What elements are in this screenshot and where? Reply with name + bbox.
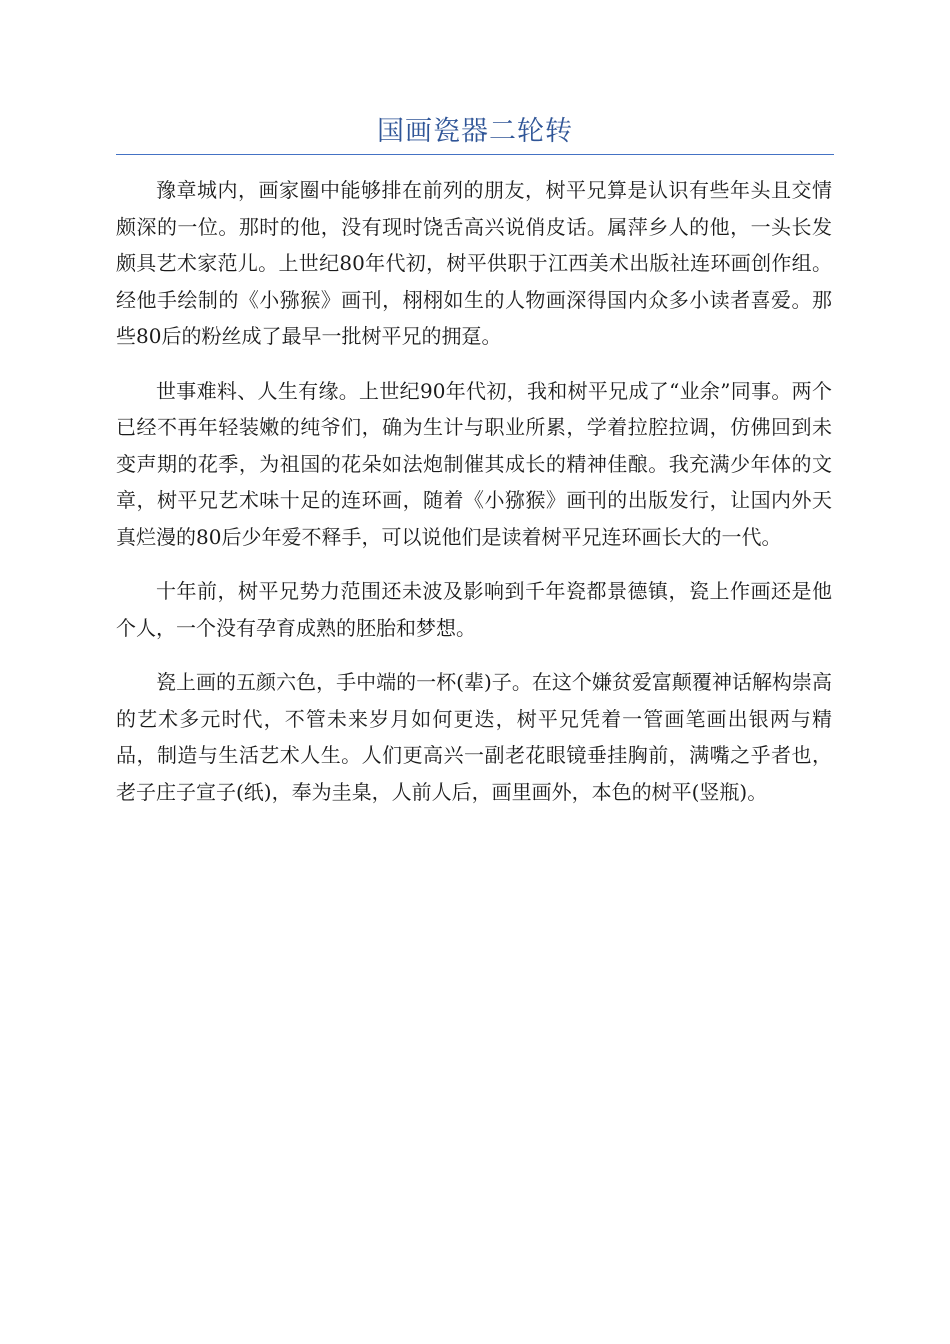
paragraph-1: 豫章城内，画家圈中能够排在前列的朋友，树平兄算是认识有些年头且交情颇深的一位。那时的他，没有现时饶舌高兴说俏皮话。属萍乡人的他，一头长发颇具艺术家范儿。上世纪80年代初，树平供职于江西美术出版社连环画创作组。经他手绘制的《小猕猴》画刊，栩栩如生的人物画深得国内众多小读者喜爱。那些80后的粉丝成了最早一批树平兄的拥趸。	[116, 178, 832, 348]
paragraph-2: 世事难料、人生有缘。上世纪90年代初，我和树平兄成了“业余”同事。两个已经不再年轻装嫩的纯爷们，确为生计与职业所累，学着拉腔拉调，仿佛回到未变声期的花季，为祖国的花朵如法炮制催其成长的精神佳酿。我充满少年体的文章，树平兄艺术味十足的连环画，随着《小猕猴》画刊的出版发行，让国内外天真烂漫的80后少年爱不释手，可以说他们是读着树平兄连环画长大的一代。	[116, 378, 832, 549]
document-body	[116, 172, 832, 828]
document-title: 国画瓷器二轮转	[377, 116, 573, 147]
title-underline	[116, 154, 834, 155]
paragraph-4: 瓷上画的五颜六色，手中端的一杯(辈)子。在这个嫌贫爱富颠覆神话解构崇高的艺术多元时代，不管未来岁月如何更迭，树平兄凭着一管画笔画出银两与精品，制造与生活艺术人生。人们更高兴一副老花眼镜垂挂胸前，满嘴之乎者也，老子庄子宣子(纸)，奉为圭臬，人前人后，画里画外，本色的树平(竖瓶)。	[116, 670, 832, 804]
paragraph-3: 十年前，树平兄势力范围还未波及影响到千年瓷都景德镇，瓷上作画还是他个人，一个没有孕育成熟的胚胎和梦想。	[116, 579, 832, 640]
